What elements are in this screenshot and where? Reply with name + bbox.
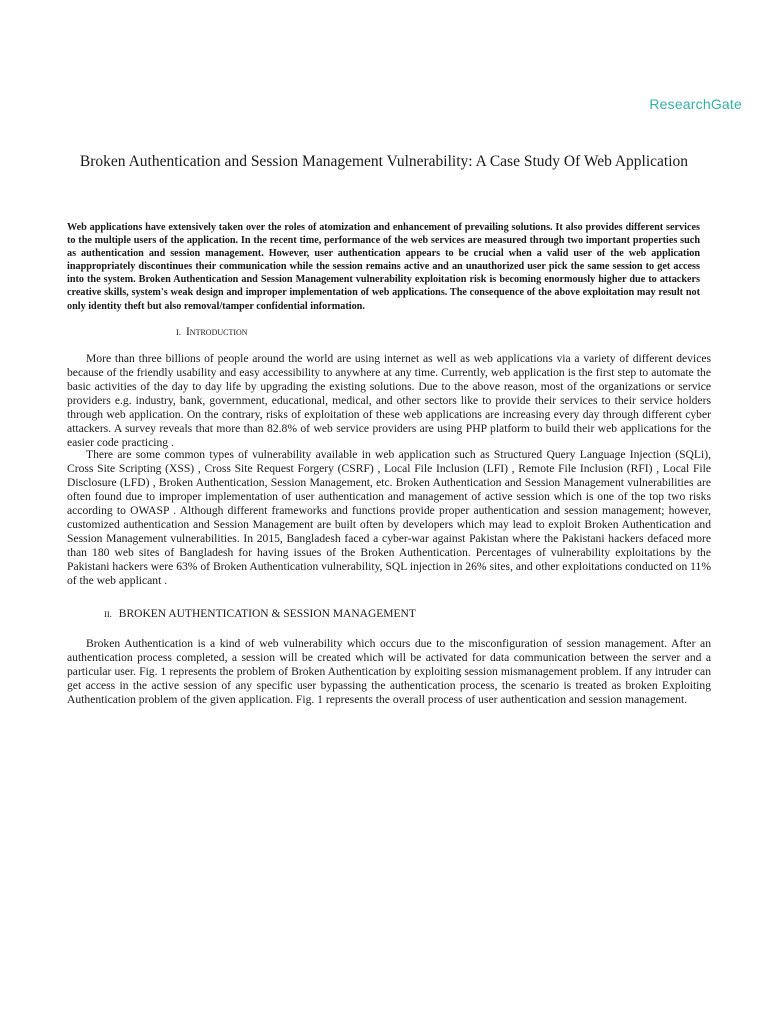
section-title: Introduction — [185, 326, 248, 338]
section-heading-introduction — [176, 326, 248, 338]
section-number: II. — [104, 609, 112, 619]
abstract: Web applications have extensively taken over the roles of atomization and enhancement of prevailing solutions. It also provides different services to the multiple users of the application. In the recent time, performance of the web services are measured through two important properties such as authentication and session management. However, user authentication appears to be crucial when a valid user of the web application inappropriately discontinues their communication while the session remains active and an unauthorized user pick the same session to get access into the system. Broken Authentication and Session Management vulnerability exploitation risk is becoming enormously higher due to attackers creative skills, system's weak design and improper implementation of web applications. The consequence of the above exploitation may result not only identity theft but also removal/tamper confidential information. — [67, 222, 700, 312]
paper-title: Broken Authentication and Session Management Vulnerability: A Case Study Of Web Application — [79, 153, 689, 170]
section-heading-broken-authentication — [104, 608, 416, 620]
paragraph-broken-auth-1: Broken Authentication is a kind of web vulnerability which occurs due to the misconfiguration of session management. After an authentication process completed, a session will be created which will be activated for data communication between the server and a particular user. Fig. 1 represents the problem of Broken Authentication by exploiting session mismanagement problem. If any intruder can get access in the active session of any specific user bypassing the authentication process, the scenario is treated as broken Exploiting Authentication problem of the given application. Fig. 1 represents the overall process of user authentication and session management. — [67, 637, 711, 706]
researchgate-logo[interactable]: ResearchGate — [649, 96, 742, 112]
section-title: BROKEN AUTHENTICATION & SESSION MANAGEMENT — [118, 608, 416, 620]
paragraph-intro-2: There are some common types of vulnerability available in web application such as Structured Query Language Injection (SQLi), Cross Site Scripting (XSS) , Cross Site Request Forgery (CSRF) , Local File Inclusion (LFI) , Remote File Inclusion (RFI) , Local File Disclosure (LFD) , Broken Authentication, Session Management, etc. Broken Authentication and Session Management vulnerabilities are often found due to improper implementation of user authentication and management of active session which is one of the top two risks according to OWASP . Although different frameworks and functions provide proper authentication and session management; however, customized authentication and Session Management are built often by developers which may lead to exploit Broken Authentication and Session Management vulnerabilities. In 2015, Bangladesh faced a cyber-war against Pakistan where the Pakistani hackers defaced more than 180 web sites of Bangladesh for having issues of the Broken Authentication. Percentages of vulnerability exploitations by the Pakistani hackers were 63% of Broken Authentication vulnerability, SQL injection in 26% sites, and other exploitations conducted on 11% of the web applicant . — [67, 448, 711, 587]
section-number: I. — [176, 327, 181, 337]
paragraph-intro-1: More than three billions of people around the world are using internet as well as web applications via a variety of different devices because of the friendly usability and easy accessibility to anywhere at any time. Currently, web application is the first step to automate the basic activities of the day to day life by upgrading the existing solutions. Due to the above reason, most of the organizations or service providers e.g. industry, bank, government, educational, medical, and other sectors like to provide their services to their service holders through web application. On the contrary, risks of exploitation of these web applications are increasing every day through different cyber attackers. A survey reveals that more than 82.8% of web service providers are using PHP platform to build their web applications for the easier code practicing . — [67, 352, 711, 449]
